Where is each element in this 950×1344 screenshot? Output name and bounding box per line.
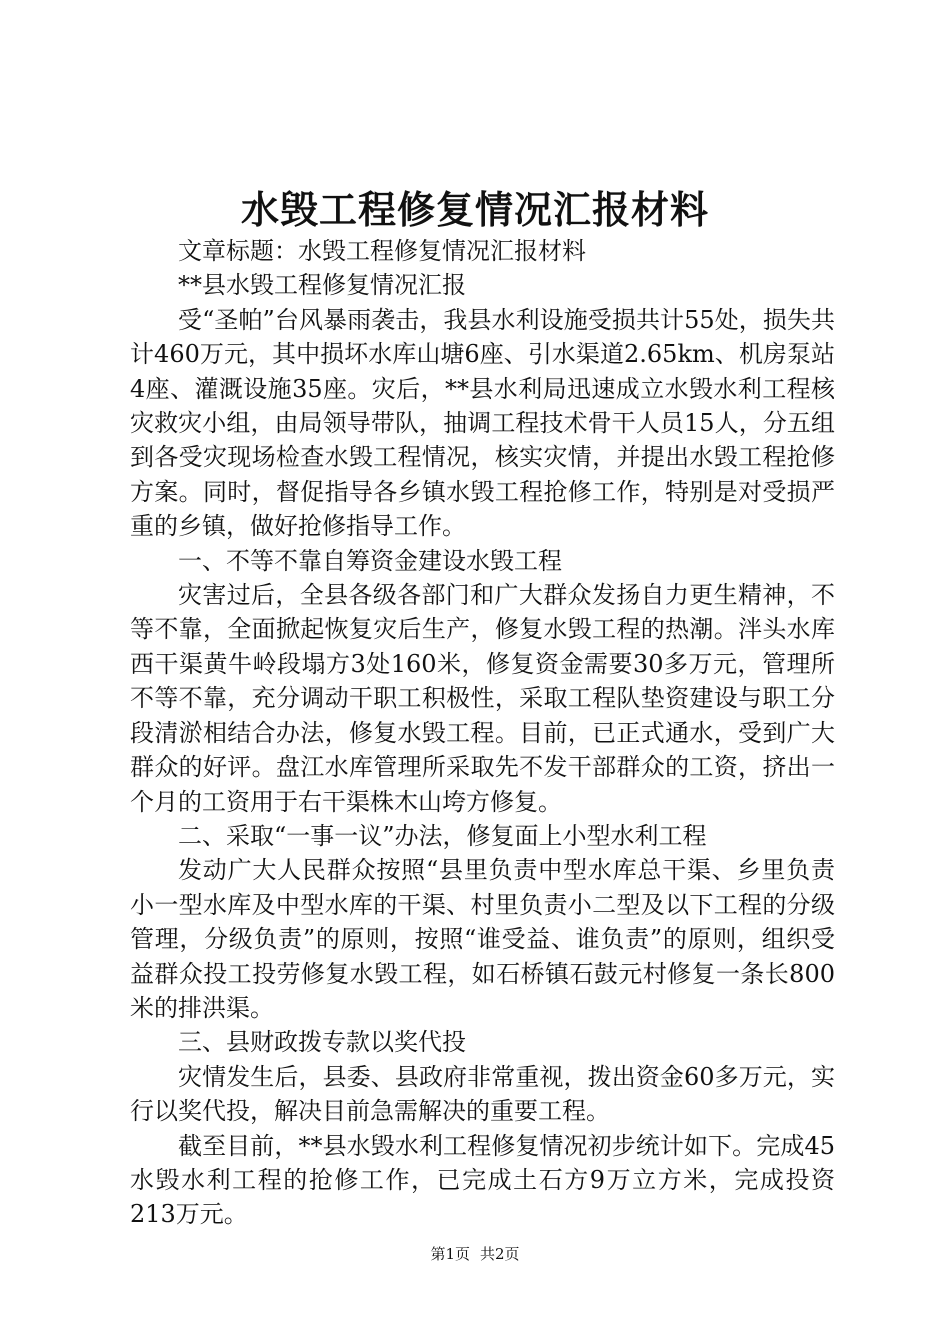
page-total: 共2页: [480, 1245, 520, 1263]
intro-paragraph: 受“圣帕”台风暴雨袭击，我县水利设施受损共计55处，损失共计460万元，其中损坏水库山塘6座、引水渠道2.65km、机房泵站4座、灌溉设施35座。灾后，**县水利局迅速成立水毁水利工程核灾救灾小组，由局领导带队，抽调工程技术骨干人员15人，分五组到各受灾现场检查水毁工程情况，核实灾情，并提出水毁工程抢修方案。同时，督促指导各乡镇水毁工程抢修工作，特别是对受损严重的乡镇，做好抢修指导工作。: [130, 305, 835, 541]
article-title-line: 文章标题：水毁工程修复情况汇报材料: [178, 237, 586, 265]
page-number: 第1页: [430, 1245, 470, 1263]
section-heading-2: 二、采取“一事一议”办法，修复面上小型水利工程: [178, 821, 707, 850]
document-title: 水毁工程修复情况汇报材料: [240, 187, 709, 232]
section-heading-3: 三、县财政拨专款以奖代投: [178, 1028, 466, 1057]
section-heading-1: 一、不等不靠自筹资金建设水毁工程: [178, 546, 562, 575]
document-body: [130, 234, 835, 1232]
section-3-paragraph: 灾情发生后，县委、县政府非常重视，拨出资金60多万元，实行以奖代投，解决目前急需解决的重要工程。: [130, 1062, 835, 1126]
report-subtitle: **县水毁工程修复情况汇报: [178, 271, 466, 300]
page-footer: [0, 1244, 950, 1264]
section-2-paragraph: 发动广大人民群众按照“县里负责中型水库总干渠、乡里负责小一型水库及中型水库的干渠、村里负责小二型及以下工程的分级管理，分级负责”的原则，按照“谁受益、谁负责”的原则，组织受益群众投工投劳修复水毁工程，如石桥镇石鼓元村修复一条长800米的排洪渠。: [130, 856, 835, 1022]
summary-paragraph: 截至目前，**县水毁水利工程修复情况初步统计如下。完成45水毁水利工程的抢修工作，已完成土石方9万立方米，完成投资213万元。: [130, 1131, 835, 1229]
section-1-paragraph: 灾害过后，全县各级各部门和广大群众发扬自力更生精神，不等不靠，全面掀起恢复灾后生产，修复水毁工程的热潮。泮头水库西干渠黄牛岭段塌方3处160米，修复资金需要30多万元，管理所不等不靠，充分调动干职工积极性，采取工程队垫资建设与职工分段清淤相结合办法，修复水毁工程。目前，已正式通水，受到广大群众的好评。盘江水库管理所采取先不发干部群众的工资，挤出一个月的工资用于右干渠株木山垮方修复。: [130, 581, 835, 816]
